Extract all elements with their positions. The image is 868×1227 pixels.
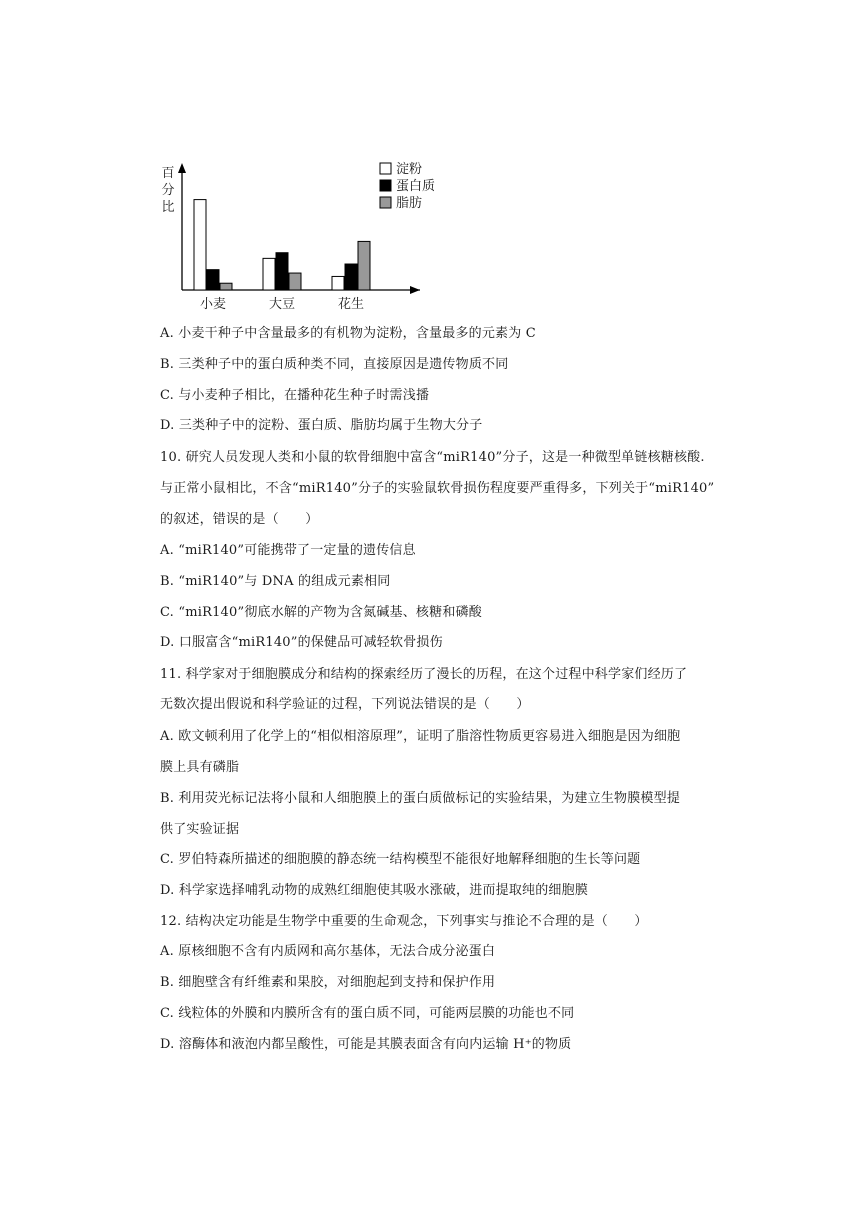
text-line: C. 线粒体的外膜和内膜所含有的蛋白质不同，可能两层膜的功能也不同 bbox=[160, 1006, 575, 1021]
bar-chart bbox=[150, 155, 450, 320]
text-line: 与正常小鼠相比，不含“miR140”分子的实验鼠软骨损伤程度要严重得多，下列关于“miR140” bbox=[160, 481, 715, 496]
text-line: B. 三类种子中的蛋白质种类不同，直接原因是遗传物质不同 bbox=[160, 357, 509, 372]
text-line: 供了实验证据 bbox=[160, 822, 240, 837]
text-line: C. 与小麦种子相比，在播种花生种子时需浅播 bbox=[160, 388, 430, 403]
text-line: 12. 结构决定功能是生物学中重要的生命观念，下列事实与推论不合理的是（ ） bbox=[160, 914, 648, 929]
text-line: D. 科学家选择哺乳动物的成熟红细胞使其吸水涨破，进而提取纯的细胞膜 bbox=[160, 883, 589, 898]
text-line: D. 溶酶体和液泡内都呈酸性，可能是其膜表面含有向内运输 H⁺的物质 bbox=[160, 1037, 572, 1052]
legend-swatch bbox=[380, 180, 391, 191]
y-axis-label: 百 bbox=[161, 166, 175, 181]
text-line: D. 口服富含“miR140”的保健品可减轻软骨损伤 bbox=[160, 635, 443, 650]
legend-swatch bbox=[380, 163, 391, 174]
text-line: D. 三类种子中的淀粉、蛋白质、脂肪均属于生物大分子 bbox=[160, 418, 483, 433]
text-line: 无数次提出假说和科学验证的过程，下列说法错误的是（ ） bbox=[160, 697, 530, 712]
text-line: C. 罗伯特森所描述的细胞膜的静态统一结构模型不能很好地解释细胞的生长等问题 bbox=[160, 852, 641, 867]
bar bbox=[276, 253, 288, 290]
category-label: 花生 bbox=[337, 297, 365, 312]
text-line: A. “miR140”可能携带了一定量的遗传信息 bbox=[160, 543, 416, 558]
y-axis-label: 分 bbox=[161, 183, 175, 198]
y-axis-label: 比 bbox=[161, 200, 175, 215]
legend-label: 淀粉 bbox=[396, 162, 423, 177]
text-line: 膜上具有磷脂 bbox=[160, 760, 240, 775]
text-line: 10. 研究人员发现人类和小鼠的软骨细胞中富含“miR140”分子，这是一种微型单链核糖核酸. bbox=[160, 450, 705, 465]
text-line: 的叙述，错误的是（ ） bbox=[160, 512, 319, 527]
bar bbox=[207, 270, 219, 290]
legend-label: 脂肪 bbox=[396, 196, 423, 211]
category-label: 小麦 bbox=[199, 297, 227, 312]
category-label: 大豆 bbox=[268, 297, 296, 312]
chart-svg bbox=[150, 155, 450, 320]
text-line: B. 细胞壁含有纤维素和果胶，对细胞起到支持和保护作用 bbox=[160, 975, 496, 990]
bar bbox=[289, 273, 301, 290]
y-axis-arrow bbox=[178, 163, 186, 173]
bar bbox=[332, 276, 344, 290]
legend-label: 蛋白质 bbox=[396, 179, 436, 194]
text-line: 11. 科学家对于细胞膜成分和结构的探索经历了漫长的历程，在这个过程中科学家们经历了 bbox=[160, 667, 688, 682]
bar bbox=[263, 258, 275, 290]
bar bbox=[220, 283, 232, 290]
text-line: B. 利用荧光标记法将小鼠和人细胞膜上的蛋白质做标记的实验结果，为建立生物膜模型提 bbox=[160, 791, 681, 806]
text-line: A. 欧文顿利用了化学上的“相似相溶原理”，证明了脂溶性物质更容易进入细胞是因为细胞 bbox=[160, 729, 681, 744]
text-line: A. 小麦干种子中含量最多的有机物为淀粉，含量最多的元素为 C bbox=[160, 326, 536, 341]
text-line: A. 原核细胞不含有内质网和高尔基体，无法合成分泌蛋白 bbox=[160, 944, 496, 959]
bar bbox=[194, 200, 206, 290]
x-axis-arrow bbox=[410, 286, 420, 294]
bar bbox=[358, 241, 370, 290]
bar bbox=[345, 264, 357, 290]
text-line: B. “miR140”与 DNA 的组成元素相同 bbox=[160, 574, 391, 589]
legend-swatch bbox=[380, 197, 391, 208]
text-line: C. “miR140”彻底水解的产物为含氮碱基、核糖和磷酸 bbox=[160, 605, 482, 620]
